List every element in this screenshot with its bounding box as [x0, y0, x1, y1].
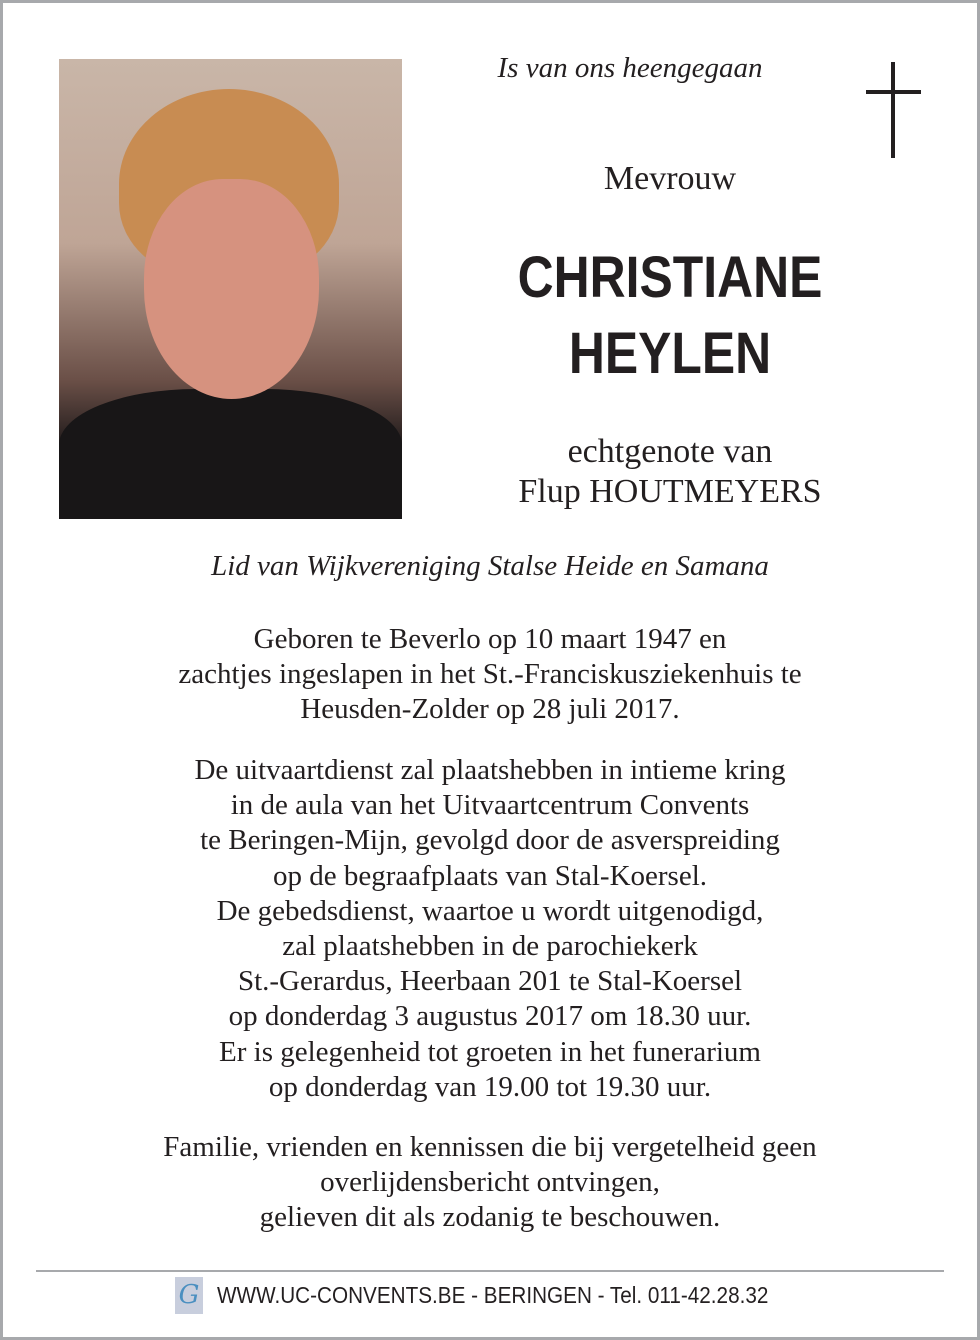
membership: Lid van Wijkvereniging Stalse Heide en Samana: [211, 550, 769, 582]
divider: [36, 1270, 944, 1272]
notice-paragraph: [0, 1130, 980, 1236]
text-line: Heusden-Zolder op 28 juli 2017.: [300, 693, 680, 726]
last-name: HEYLEN: [568, 321, 772, 386]
text-line: zachtjes ingeslapen in het St.-Franciskusziekenhuis te: [178, 658, 802, 691]
spouse-label: echtgenote van: [567, 433, 773, 470]
text-line: overlijdensbericht ontvingen,: [320, 1166, 660, 1199]
deceased-name: [489, 240, 850, 392]
text-line: De uitvaartdienst zal plaatshebben in intieme kring: [194, 754, 786, 786]
text-line: gelieven dit als zodanig te beschouwen.: [259, 1201, 721, 1234]
text-line: op donderdag 3 augustus 2017 om 18.30 uur.: [228, 1000, 752, 1033]
convents-logo: G: [175, 1277, 203, 1314]
first-name: CHRISTIANE: [517, 245, 823, 310]
cross-icon: [866, 62, 921, 158]
spouse-name: Flup HOUTMEYERS: [518, 473, 822, 510]
birth-death-paragraph: [0, 622, 980, 728]
text-line: St.-Gerardus, Heerbaan 201 te Stal-Koersel: [237, 965, 743, 998]
honorific: Mevrouw: [603, 160, 737, 197]
text-line: op de begraafplaats van Stal-Koersel.: [272, 859, 708, 892]
text-line: Geboren te Beverlo op 10 maart 1947 en: [253, 623, 727, 655]
text-line: op donderdag van 19.00 tot 19.30 uur.: [268, 1070, 712, 1103]
text-line: in de aula van het Uitvaartcentrum Convents: [230, 789, 750, 822]
text-line: De gebedsdienst, waartoe u wordt uitgenodigd,: [216, 894, 764, 927]
text-line: Familie, vrienden en kennissen die bij vergetelheid geen: [163, 1131, 817, 1163]
text-line: Er is gelegenheid tot groeten in het funerarium: [219, 1035, 761, 1068]
portrait-photo: [59, 59, 402, 519]
funeral-paragraph: [0, 753, 980, 1105]
footer-contact: WWW.UC-CONVENTS.BE - BERINGEN - Tel. 011-42.28.32: [217, 1282, 769, 1308]
spouse: [460, 432, 880, 512]
text-line: zal plaatshebben in de parochiekerk: [282, 930, 698, 963]
text-line: te Beringen-Mijn, gevolgd door de asverspreiding: [200, 824, 780, 857]
intro-text: Is van ons heengegaan: [497, 52, 763, 84]
